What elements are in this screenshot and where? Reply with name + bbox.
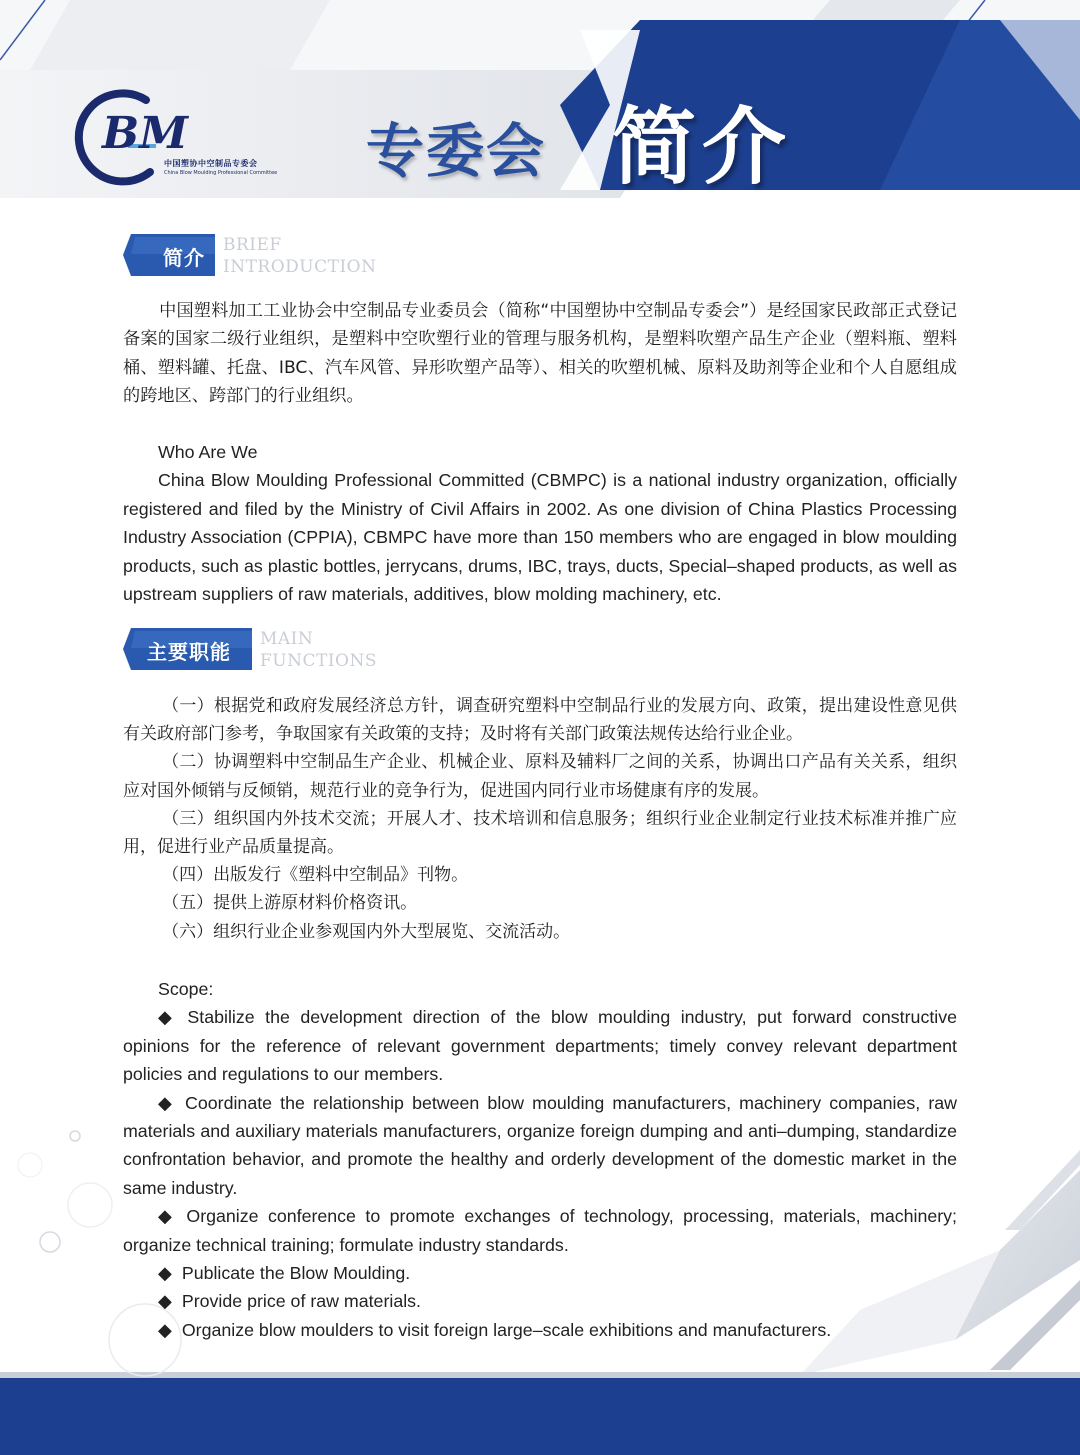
intro-en-paragraph: China Blow Moulding Professional Committed (CBMPC) is a national industry organization, officially registered and filed by the Ministry of Civil Affairs in 2002. As one division of China Plastics Processing Industry Association (CPPIA), CBMPC have more than 150 members who are engaged in blow moulding products, such as plastic bottles, jerrycans, drums, IBC, trays, ducts, Special–shaped products, as well as upstream suppliers of raw materials, additives, blow molding machinery, etc. bbox=[123, 470, 957, 605]
logo-cn-name: 中国塑协中空制品专委会 bbox=[164, 159, 258, 168]
scope-item-text: Provide price of raw materials. bbox=[181, 1291, 421, 1312]
intro-cn-paragraph: 中国塑料加工工业协会中空制品专业委员会（简称“中国塑协中空制品专委会”）是经国家民政部正式登记备案的国家二级行业组织，是塑料中空吹塑行业的管理与服务机构，是塑料吹塑产品生产企业（塑料瓶、塑料桶、塑料罐、托盘、IBC、汽车风管、异形吹塑产品等）、相关的吹塑机械、原料及助剂等企业和个人自愿组成的跨地区、跨部门的行业组织。 bbox=[123, 301, 957, 407]
scope-item bbox=[123, 1316, 957, 1344]
intro-en-block bbox=[123, 438, 957, 608]
section-en-title bbox=[223, 234, 377, 278]
function-item: （六）组织行业企业参观国内外大型展览、交流活动。 bbox=[162, 921, 571, 942]
section-tab-intro bbox=[123, 234, 223, 276]
function-item: （二）协调塑料中空制品生产企业、机械企业、原料及辅料厂之间的关系，协调出口产品有关关系，组织应对国外倾销与反倾销，规范行业的竞争行为，促进国内同行业市场健康有序的发展。 bbox=[123, 752, 957, 801]
scope-item-text: Organize blow moulders to visit foreign large–scale exhibitions and manufacturers. bbox=[181, 1319, 832, 1340]
bullet-icon: ◆ bbox=[158, 1206, 177, 1227]
bullet-icon: ◆ bbox=[158, 1007, 178, 1028]
function-item: （五）提供上游原材料价格资讯。 bbox=[162, 893, 418, 914]
scope-item bbox=[123, 1259, 957, 1287]
scope-item bbox=[123, 1003, 957, 1088]
section-en-title bbox=[260, 628, 377, 672]
function-item: （四）出版发行《塑料中空制品》刊物。 bbox=[162, 865, 469, 886]
logo-letters: BM bbox=[102, 108, 188, 159]
section-en-line2: FUNCTIONS bbox=[260, 651, 378, 671]
functions-list bbox=[123, 692, 957, 946]
scope-item bbox=[123, 1287, 957, 1315]
logo-en-name: China Blow Moulding Professional Committee bbox=[164, 170, 278, 176]
section-tab-label: 主要职能 bbox=[147, 640, 231, 664]
scope-heading: Scope: bbox=[158, 979, 214, 999]
scope-item-text: Publicate the Blow Moulding. bbox=[181, 1263, 411, 1284]
page-title: 简介 bbox=[612, 97, 793, 196]
section-tab-label: 简介 bbox=[163, 246, 205, 270]
logo bbox=[68, 86, 328, 186]
scope-item-text: Organize conference to promote exchanges of technology, processing, materials, machinery; organize technical training; formulate industry standards. bbox=[123, 1206, 958, 1255]
section-tab-functions bbox=[123, 628, 260, 670]
scope-list bbox=[123, 975, 957, 1344]
bullet-icon: ◆ bbox=[158, 1291, 172, 1312]
function-item: （一）根据党和政府发展经济总方针，调查研究塑料中空制品行业的发展方向、政策，提出建设性意见供有关政府部门参考，争取国家有关政策的支持；及时将有关部门政策法规传达给行业企业。 bbox=[123, 696, 957, 745]
section-en-line1: MAIN bbox=[260, 629, 314, 649]
section-en-line2: INTRODUCTION bbox=[223, 257, 377, 277]
bullet-icon: ◆ bbox=[158, 1319, 172, 1340]
section-en-line1: BRIEF bbox=[223, 235, 282, 255]
bullet-icon: ◆ bbox=[158, 1092, 176, 1113]
intro-en-heading: Who Are We bbox=[158, 442, 258, 462]
bullet-icon: ◆ bbox=[158, 1263, 172, 1284]
page-title-prefix: 专委会 bbox=[366, 117, 547, 185]
scope-item-text: Coordinate the relationship between blow moulding manufacturers, machinery companies, raw materials and auxiliary materials manufacturers, organize foreign dumping and anti–dumping, standardize confrontation behavior, and promote the healthy and orderly development of the domestic market in the same industry. bbox=[123, 1092, 958, 1198]
function-item: （三）组织国内外技术交流；开展人才、技术培训和信息服务；组织行业企业制定行业技术标准并推广应用，促进行业产品质量提高。 bbox=[123, 808, 957, 858]
scope-item bbox=[123, 1202, 957, 1259]
scope-item bbox=[123, 1089, 957, 1203]
scope-item-text: Stabilize the development direction of the blow moulding industry, put forward constructive opinions for the reference of relevant government departments; timely convey relevant department policies and regulations to our members. bbox=[123, 1007, 957, 1085]
